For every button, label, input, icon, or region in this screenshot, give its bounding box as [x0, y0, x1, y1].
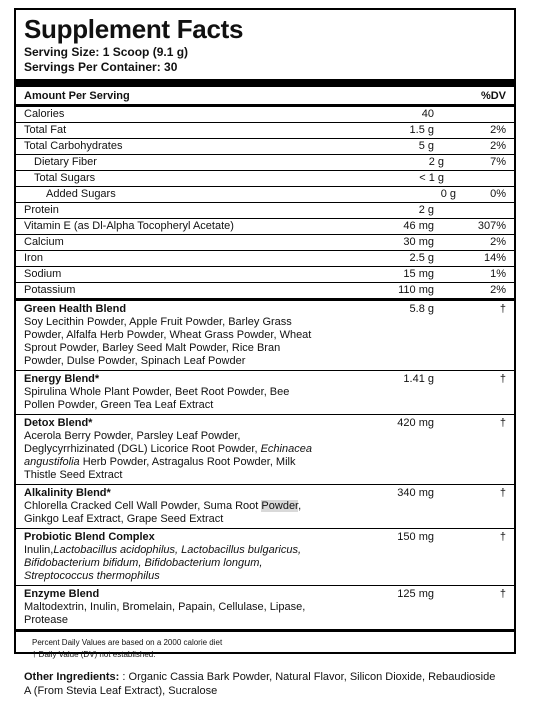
nutrient-row: Iron 2.5 g 14%	[16, 250, 514, 266]
blend-name: Probiotic Blend Complex	[24, 531, 155, 543]
blend-ingredients: Inulin,Lactobacillus acidophilus, Lactobacillus bulgaricus, Bifidobacterium bifidum, Bifidobacterium longum, Streptococcus thermophilus	[24, 544, 302, 582]
blend-dv: †	[499, 588, 506, 600]
blend-probiotic	[16, 528, 514, 585]
blend-amount: 340 mg	[397, 487, 434, 499]
other-ingredients-text: : Organic Cassia Bark Powder, Natural Flavor, Silicon Dioxide, Rebaudioside A (From Stevia Leaf Extract), Sucralose	[24, 671, 496, 697]
nutrient-row: Dietary Fiber 2 g 7%	[16, 154, 514, 170]
blend-ingredients: Soy Lecithin Powder, Apple Fruit Powder, Barley Grass Powder, Alfalfa Herb Powder, Wheat Grass Powder, Wheat Sprout Powder, Barley Seed Malt Powder, Rice Bran Powder, Dulse Powder, Spinach Leaf Powder	[24, 316, 312, 367]
blend-name: Enzyme Blend	[24, 588, 100, 600]
blend-amount: 1.41 g	[403, 373, 434, 385]
nutrient-row: Sodium 15 mg 1%	[16, 266, 514, 282]
nutrient-row: Potassium 110 mg 2%	[16, 282, 514, 298]
blend-ingredients: Acerola Berry Powder, Parsley Leaf Powder, Deglycyrrhizinated (DGL) Licorice Root Powder, Echinacea angustifolia Herb Powder, Astragalus Root Powder, Milk Thistle Seed Extract	[24, 430, 312, 481]
serving-size: Serving Size: 1 Scoop (9.1 g)	[24, 45, 189, 59]
nutrient-row: Added Sugars 0 g 0%	[16, 186, 514, 202]
footnote-dagger: † Daily Value (DV) not established.	[32, 650, 156, 659]
blend-green-health	[16, 301, 514, 370]
other-ingredients-label: Other Ingredients:	[24, 671, 120, 683]
highlighted-word: Powder	[261, 500, 299, 512]
blend-dv: †	[499, 303, 506, 315]
blend-name: Detox Blend*	[24, 417, 93, 429]
blend-name: Energy Blend*	[24, 373, 100, 385]
blend-amount: 150 mg	[397, 531, 434, 543]
blend-ingredients: Maltodextrin, Inulin, Bromelain, Papain, Cellulase, Lipase, Protease	[24, 601, 306, 626]
other-ingredients	[24, 670, 504, 698]
blend-energy	[16, 370, 514, 414]
panel-title: Supplement Facts	[24, 14, 244, 44]
nutrient-row: Calcium 30 mg 2%	[16, 234, 514, 250]
footnote-dv-basis: Percent Daily Values are based on a 2000 calorie diet	[32, 638, 223, 647]
blend-dv: †	[499, 487, 506, 499]
blend-ingredients: Chlorella Cracked Cell Wall Powder, Suma Root Powder, Ginkgo Leaf Extract, Grape Seed Extract	[24, 500, 302, 525]
blend-alkalinity	[16, 484, 514, 528]
blend-ingredients: Spirulina Whole Plant Powder, Beet Root Powder, Bee Pollen Powder, Green Tea Leaf Extract	[24, 386, 290, 411]
blend-amount: 5.8 g	[409, 303, 434, 315]
nutrient-row: Total Fat 1.5 g 2%	[16, 122, 514, 138]
nutrient-row: Total Sugars < 1 g	[16, 170, 514, 186]
dv-label: %DV	[480, 90, 506, 102]
nutrient-row: Protein 2 g	[16, 202, 514, 218]
column-header	[16, 87, 514, 104]
footnotes	[16, 632, 514, 661]
blend-name: Green Health Blend	[24, 303, 127, 315]
blend-dv: †	[499, 531, 506, 543]
blend-detox	[16, 414, 514, 484]
servings-per-container: Servings Per Container: 30	[24, 60, 178, 74]
nutrient-row: Vitamin E (as Dl-Alpha Tocopheryl Acetate) 46 mg 307%	[16, 218, 514, 234]
blend-amount: 420 mg	[397, 417, 434, 429]
blend-dv: †	[499, 417, 506, 429]
nutrient-row: Calories 40	[24, 108, 434, 120]
nutrient-row: Total Carbohydrates 5 g 2%	[16, 138, 514, 154]
thick-divider	[16, 79, 514, 87]
supplement-facts-panel	[14, 8, 516, 659]
blend-dv: †	[499, 373, 506, 385]
blend-enzyme	[16, 585, 514, 629]
amount-per-serving-label: Amount Per Serving	[24, 90, 130, 102]
blend-name: Alkalinity Blend*	[24, 487, 111, 499]
blend-amount: 125 mg	[397, 588, 434, 600]
